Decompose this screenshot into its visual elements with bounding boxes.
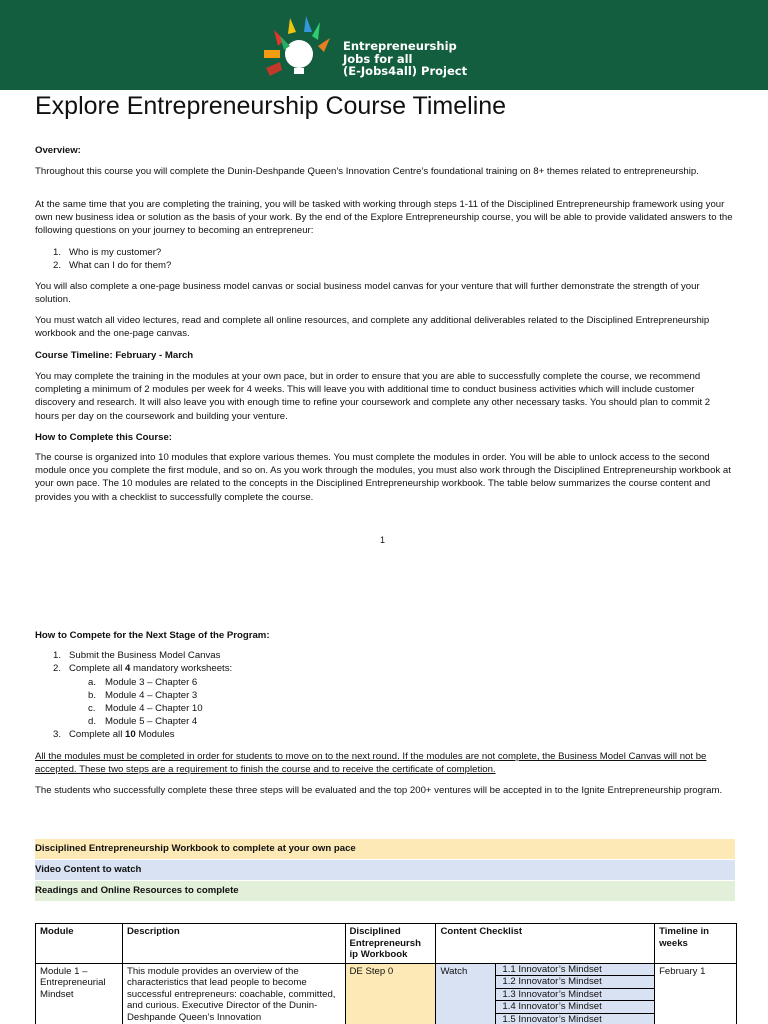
logo-line: Jobs for all <box>343 51 413 66</box>
checklist-cell <box>496 963 655 1024</box>
table-header-row <box>36 924 737 964</box>
table-row <box>36 963 737 1024</box>
watch-cell: Watch <box>436 963 496 1024</box>
page-number: 1 <box>380 535 386 545</box>
checklist-item[interactable]: 1.4 Innovator’s Mindset <box>496 1001 654 1014</box>
project-logo-icon <box>254 10 340 82</box>
logo-line: (E-Jobs4all) Project <box>343 64 468 78</box>
page-title: Explore Entrepreneurship Course Timeline <box>35 92 507 120</box>
legend-video: Video Content to watch <box>35 860 735 880</box>
header-banner <box>0 0 768 90</box>
list-item: b. Module 4 – Chapter 3 <box>88 690 198 701</box>
module-cell: Module 1 – Entrepreneurial Mindset <box>36 963 123 1024</box>
compete-list <box>53 649 232 675</box>
description-cell: This module provides an overview of the characteristics that lead people to become successful entrepreneurs: coachable, committed, and curious. Executive Director of the Dunin-Deshpande Queen’s Innovation <box>122 963 345 1024</box>
legend-workbook: Disciplined Entrepreneurship Workbook to complete at your own pace <box>35 839 735 859</box>
list-item: 1. Who is my customer? <box>53 247 162 258</box>
timeline-cell: February 1 <box>655 963 737 1024</box>
overview-paragraph-2: At the same time that you are completing the training, you will be tasked with working through steps 1-11 of the Disciplined Entrepreneurship framework using your own new business idea or solution as the basis of your work. By the end of the Explore Entrepreneurship course, you will be able to provide validated answers to the following questions on your journey to becoming an entrepreneur: <box>35 199 733 237</box>
checklist-item[interactable]: 1.5 Innovator’s Mindset <box>502 1013 602 1024</box>
list-item: a. Module 3 – Chapter 6 <box>88 677 198 688</box>
list-item: 2. Complete all 4 mandatory worksheets: <box>53 663 233 675</box>
compete-heading: How to Compete for the Next Stage of the Program: <box>35 630 270 641</box>
checklist-item[interactable]: 1.3 Innovator’s Mindset <box>496 989 654 1002</box>
timeline-heading: Course Timeline: February - March <box>35 350 194 361</box>
modules-table <box>35 923 737 1024</box>
overview-paragraph-1: Throughout this course you will complete the Dunin-Deshpande Queen’s Innovation Centre’s foundational training on 8+ themes related to entrepreneurship. <box>35 166 699 177</box>
checklist-item[interactable]: 1.2 Innovator’s Mindset <box>496 976 654 989</box>
list-item: d. Module 5 – Chapter 4 <box>88 716 198 727</box>
list-item: 3. Complete all 10 Modules <box>53 729 175 740</box>
list-item: c. Module 4 – Chapter 10 <box>88 703 203 714</box>
project-logo-text <box>343 40 467 78</box>
column-header: Description <box>122 924 345 964</box>
column-header: Timeline in weeks <box>655 924 737 964</box>
list-item: 2. What can I do for them? <box>53 260 172 272</box>
logo-line: Entrepreneurship <box>343 39 457 53</box>
checklist-item[interactable]: 1.1 Innovator’s Mindset <box>496 964 654 977</box>
worksheet-list <box>88 676 203 728</box>
evaluation-paragraph: The students who successfully complete these three steps will be evaluated and the top 200+ ventures will be accepted in to the Ignite Entrepreneurship program. <box>35 785 723 796</box>
how-to-heading: How to Complete this Course: <box>35 432 172 443</box>
legend-readings: Readings and Online Resources to complete <box>35 881 735 901</box>
timeline-paragraph: You may complete the training in the modules at your own pace, but in order to ensure that you are able to successfully complete the course, we recommend completing a minimum of 2 modules per week for 4 weeks. This will leave you with additional time to conduct business activities which will include customer discovery and research. It will also leave you with enough time to refine your coursework and complete any other necessary tasks. You should plan to commit 2 hours per day on the coursework and building your venture. <box>35 371 711 422</box>
workbook-cell: DE Step 0 <box>345 963 436 1024</box>
how-to-paragraph: The course is organized into 10 modules that explore various themes. You must complete the modules in order. You will be able to unlock access to the second module once you complete the first module, and so on. As you work through the modules, you must also work through the Disciplined Entrepreneurship workbook at your own pace. The 10 modules are related to the concepts in the Disciplined Entrepreneurship workbook. The table below summarizes the course content and provides you with a checklist to successfully complete the course. <box>35 452 731 503</box>
overview-paragraph-3: You will also complete a one-page business model canvas or social business model canvas for your venture that will further demonstrate the strength of your solution. <box>35 281 700 306</box>
column-header: Content Checklist <box>436 924 655 964</box>
column-header: Disciplined Entrepreneursh ip Workbook <box>345 924 436 964</box>
list-item: 1. Submit the Business Model Canvas <box>53 650 221 661</box>
question-list <box>53 246 171 272</box>
overview-heading: Overview: <box>35 145 81 156</box>
column-header: Module <box>36 924 123 964</box>
requirement-note: All the modules must be completed in order for students to move on to the next round. If the modules are not complete, the Business Model Canvas will not be accepted. These two steps are a requirement to finish the course and to receive the certificate of completion. <box>35 751 707 776</box>
compete-list-continued <box>53 728 175 741</box>
overview-paragraph-4: You must watch all video lectures, read and complete all online resources, and complete any additional deliverables related to the Disciplined Entrepreneurship workbook and the one-page canvas. <box>35 315 710 340</box>
